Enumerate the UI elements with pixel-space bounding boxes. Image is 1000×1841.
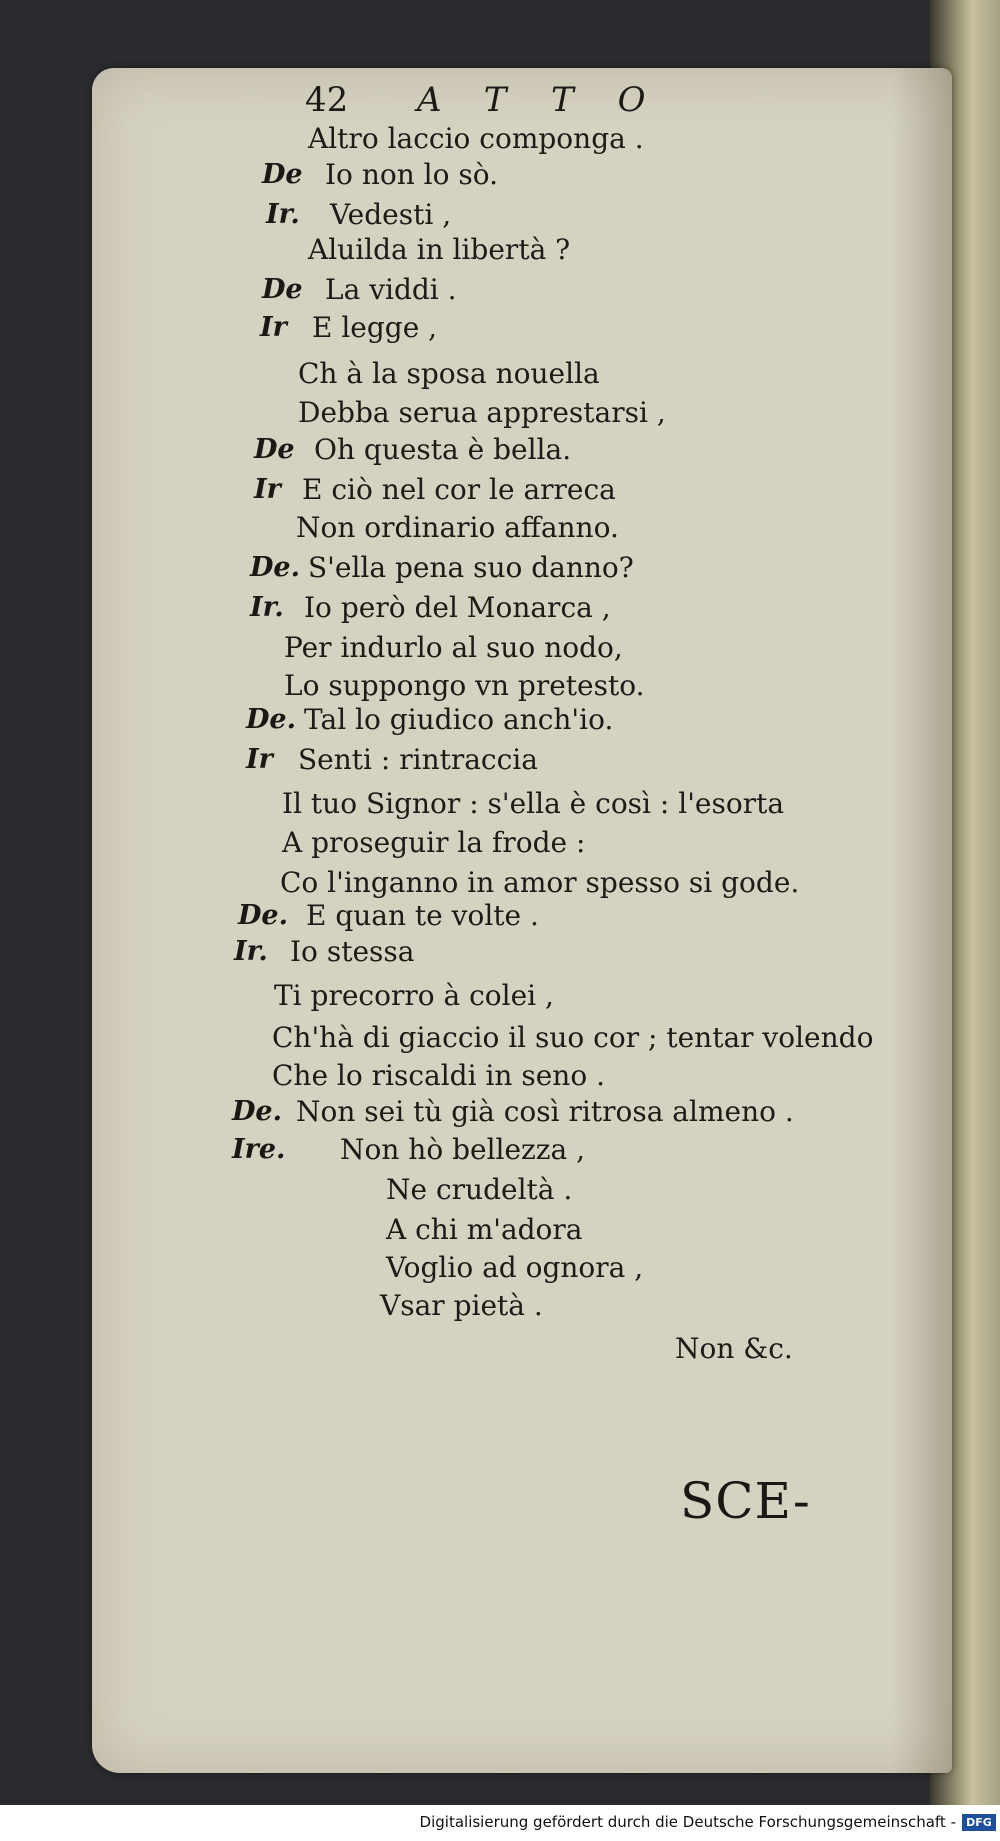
- footer-credit: Digitalisierung gefördert durch die Deutsche Forschungsgemeinschaft -: [419, 1813, 956, 1831]
- dfg-logo: DFG: [962, 1814, 996, 1831]
- footer-bar: [0, 1805, 1000, 1841]
- speaker-label: De.: [232, 1096, 282, 1127]
- text-line: Non ordinario affanno.: [296, 511, 619, 544]
- text-line: E legge ,: [312, 311, 438, 344]
- speaker-label: Ir: [260, 312, 287, 343]
- speaker-label: De: [262, 159, 303, 190]
- text-line: A proseguir la frode :: [282, 826, 586, 859]
- speaker-label: De.: [250, 552, 300, 583]
- text-line: Io però del Monarca ,: [304, 591, 611, 624]
- text-line: Ch à la sposa nouella: [298, 357, 600, 390]
- speaker-label: De.: [238, 900, 288, 931]
- speaker-label: Ir.: [266, 199, 300, 230]
- text-line: Aluilda in libertà ?: [308, 233, 571, 266]
- text-line: Io stessa: [290, 935, 415, 968]
- text-line: Vedesti ,: [330, 198, 452, 231]
- text-line: E ciò nel cor le arreca: [302, 473, 616, 506]
- text-line: E quan te volte .: [306, 899, 539, 932]
- text-line: Non hò bellezza ,: [340, 1133, 586, 1166]
- speaker-label: De: [262, 274, 303, 305]
- speaker-label: Ir.: [234, 936, 268, 967]
- text-line: Tal lo giudico anch'io.: [304, 703, 614, 736]
- text-line: Debba serua apprestarsi ,: [298, 396, 666, 429]
- text-line: Co l'inganno in amor spesso si gode.: [280, 866, 800, 899]
- text-line: Non sei tù già così ritrosa almeno .: [296, 1095, 794, 1128]
- text-line: Vsar pietà .: [380, 1289, 543, 1322]
- speaker-label: Ire.: [232, 1134, 286, 1165]
- speaker-label: De.: [246, 704, 296, 735]
- speaker-label: De: [254, 434, 295, 465]
- text-line: Ch'hà di giaccio il suo cor ; tentar volendo: [272, 1021, 874, 1054]
- text-line: Lo suppongo vn pretesto.: [284, 669, 645, 702]
- text-line: Ne crudeltà .: [386, 1173, 573, 1206]
- page-number: 42: [305, 80, 349, 120]
- speaker-label: Ir: [254, 474, 281, 505]
- text-line: Per indurlo al suo nodo,: [284, 631, 623, 664]
- text-line: Senti : rintraccia: [298, 743, 538, 776]
- running-title: ATTO: [417, 80, 690, 120]
- speaker-label: Ir.: [250, 592, 284, 623]
- text-line: Che lo riscaldi in seno .: [272, 1059, 605, 1092]
- text-line: Ti precorro à colei ,: [274, 979, 554, 1012]
- text-line: Io non lo sò.: [325, 158, 498, 191]
- text-line: Il tuo Signor : s'ella è così : l'esorta: [282, 787, 785, 820]
- text-line: Altro laccio componga .: [308, 122, 644, 155]
- text-line: A chi m'adora: [386, 1213, 583, 1246]
- speaker-label: Ir: [246, 744, 273, 775]
- text-line: Voglio ad ognora ,: [386, 1251, 644, 1284]
- catch-phrase: Non &c.: [675, 1332, 793, 1365]
- text-line: S'ella pena suo danno?: [308, 551, 634, 584]
- signature-catchword: SCE-: [680, 1472, 811, 1530]
- text-line: La viddi .: [325, 273, 457, 306]
- text-line: Oh questa è bella.: [314, 433, 572, 466]
